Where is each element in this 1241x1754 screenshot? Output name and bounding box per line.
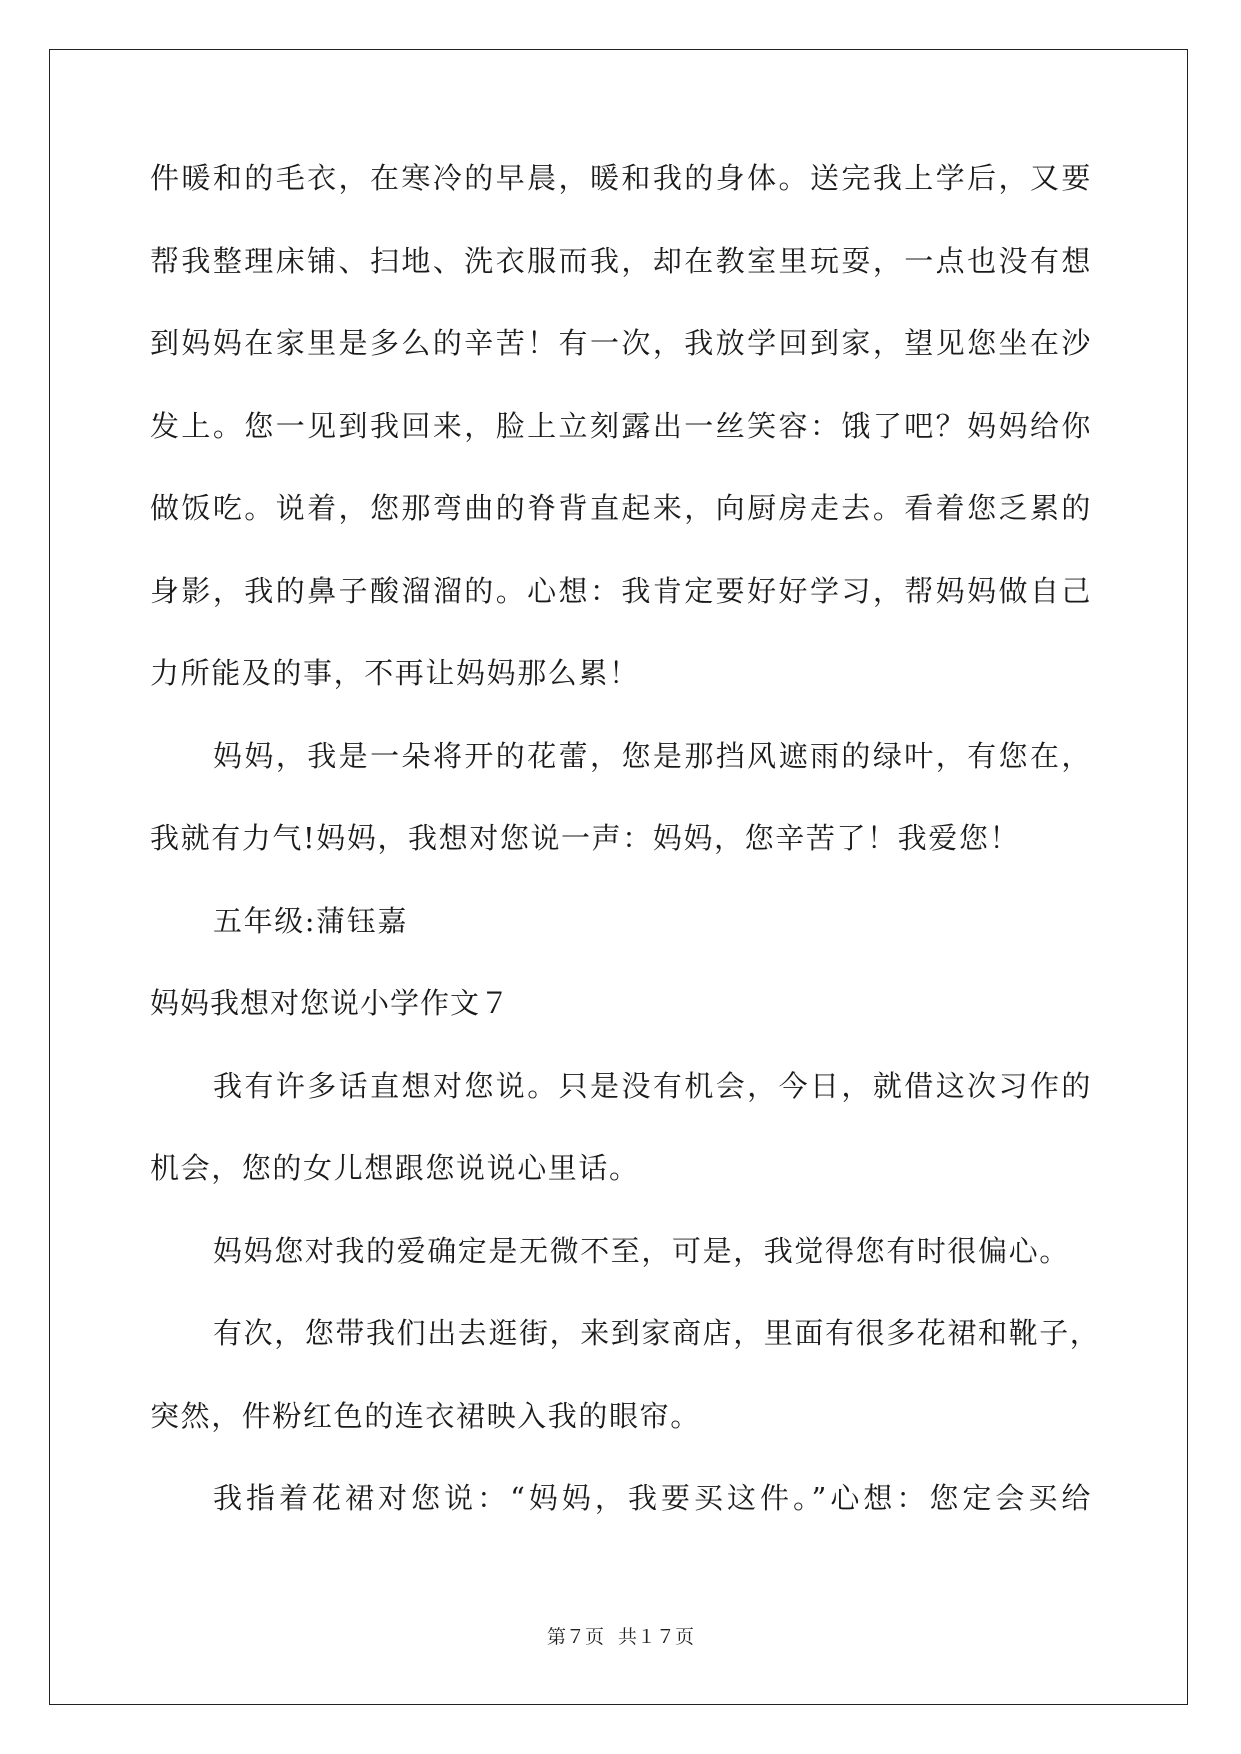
essay-title: 妈妈我想对您说小学作文７ [150,986,511,1020]
text-line: 身影，我的鼻子酸溜溜的。心想：我肯定要好好学习，帮妈妈做自己 [150,573,1092,608]
text-line: 发上。您一见到我回来，脸上立刻露出一丝笑容：饿了吧？妈妈给你 [150,408,1092,443]
page-footer [0,1622,1241,1649]
text-line: 机会，您的女儿想跟您说说心里话。 [150,1151,640,1185]
author-line: 五年级:蒲钰嘉 [213,903,408,938]
text-line: 帮我整理床铺、扫地、洗衣服而我，却在教室里玩耍，一点也没有想 [150,243,1092,278]
text-line: 妈妈您对我的爱确定是无微不至，可是，我觉得您有时很偏心。 [213,1233,1070,1268]
page-number: 第７页 [546,1626,604,1648]
text-line: 件暖和的毛衣，在寒冷的早晨，暖和我的身体。送完我上学后，又要 [150,161,1092,195]
text-line: 到妈妈在家里是多么的辛苦！有一次，我放学回到家，望见您坐在沙 [150,326,1092,360]
text-line: 做饭吃。说着，您那弯曲的脊背直起来，向厨房走去。看着您乏累的 [150,491,1092,525]
text-line: 有次，您带我们出去逛街，来到家商店，里面有很多花裙和靴子， [213,1316,1101,1350]
page-total: 共１７页 [618,1626,695,1648]
text-line: 力所能及的事，不再让妈妈那么累！ [150,656,640,690]
document-body [150,158,1101,1561]
text-line: 妈妈，我是一朵将开的花蕾，您是那挡风遮雨的绿叶，有您在， [213,738,1092,773]
text-line: 我指着花裙对您说：“妈妈，我要买这件。”心想：您定会买给 [213,1481,1092,1515]
text-line: 我就有力气!妈妈，我想对您说一声：妈妈，您辛苦了！我爱您！ [150,821,1021,855]
text-line: 突然，件粉红色的连衣裙映入我的眼帘。 [150,1398,701,1433]
text-line: 我有许多话直想对您说。只是没有机会，今日，就借这次习作的 [213,1068,1092,1103]
